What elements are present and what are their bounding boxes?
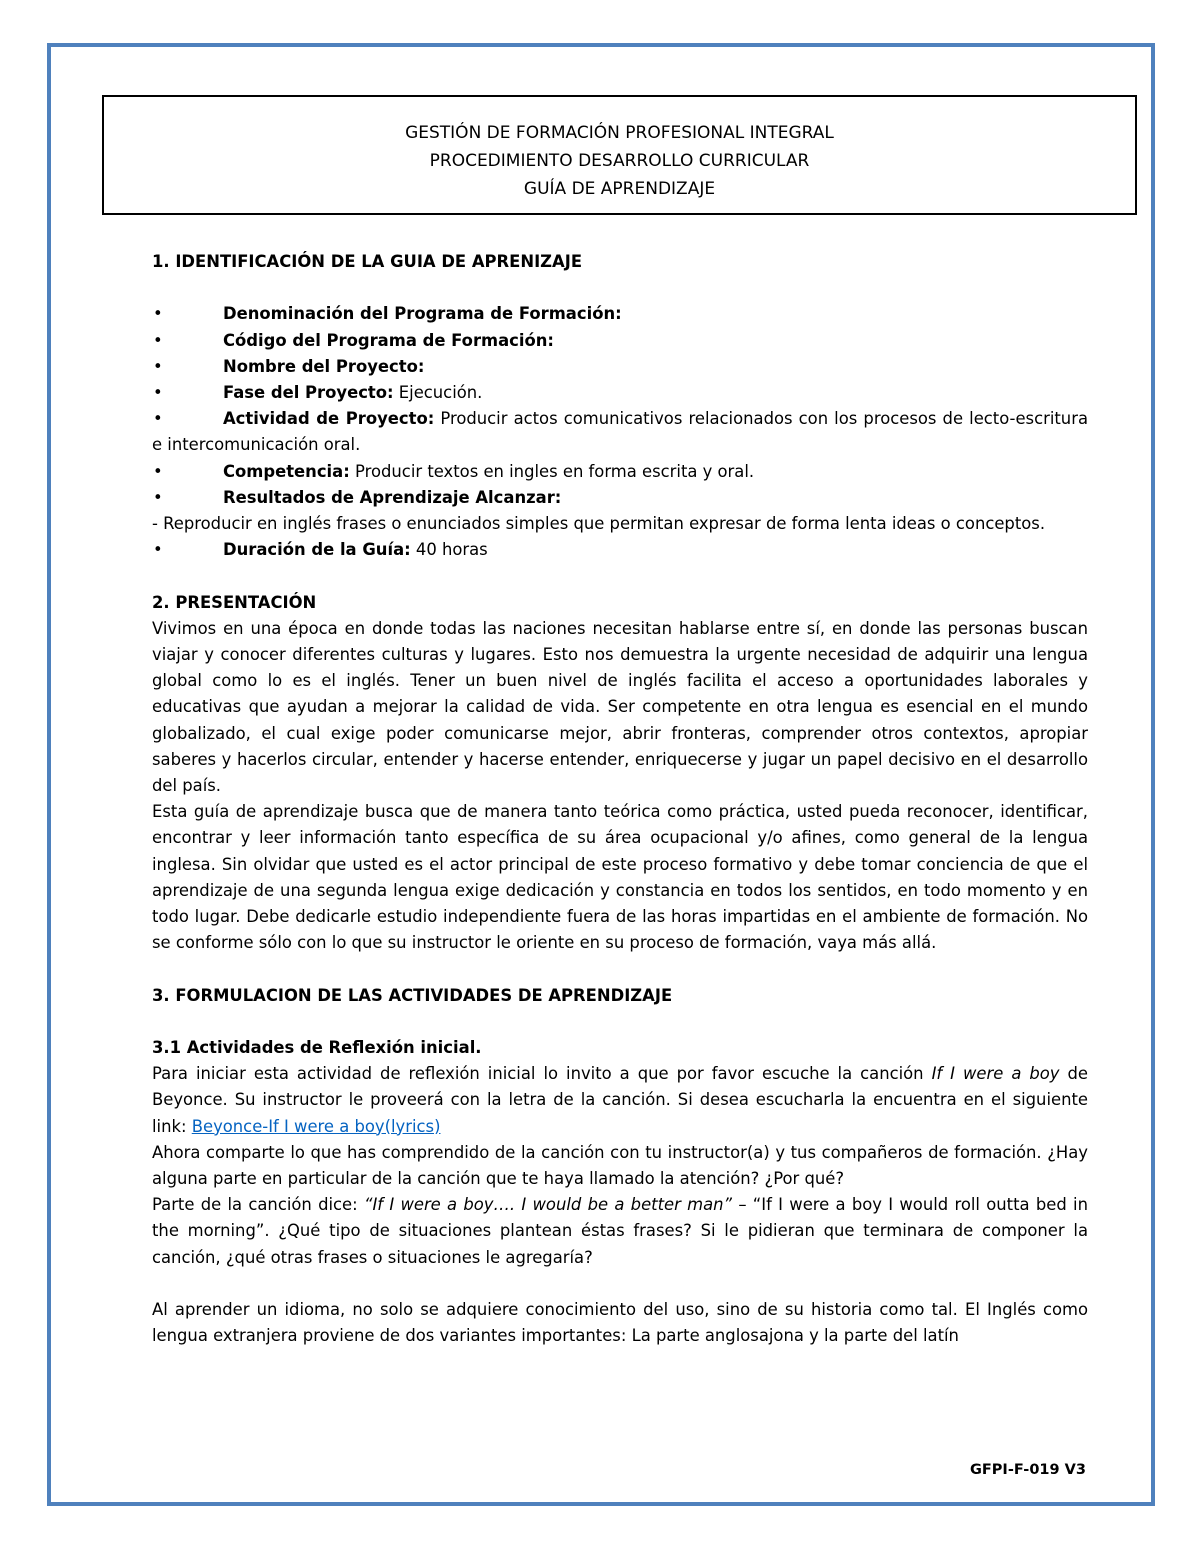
learning-result: - Reproducir en inglés frases o enunciados simples que permitan expresar de forma lenta ideas o conceptos.	[152, 514, 1046, 534]
document-header	[102, 95, 1137, 215]
item-value: Producir actos comunicativos relacionados con los procesos de lecto-escritura e intercomunicación oral.	[152, 409, 1088, 455]
item-label: Nombre del Proyecto:	[223, 356, 425, 376]
bullet-icon: •	[153, 330, 163, 350]
list-item	[152, 301, 1088, 327]
text-span: Para iniciar esta actividad de reflexión inicial lo invito a que por favor escuche la canción	[152, 1064, 932, 1084]
list-item	[152, 459, 1088, 485]
document-body	[152, 249, 1088, 1349]
item-value: 40 horas	[410, 540, 488, 560]
list-item	[152, 380, 1088, 406]
item-label: Competencia:	[223, 461, 350, 481]
bullet-icon: •	[153, 487, 163, 507]
text-span: Parte de la canción dice:	[152, 1195, 364, 1215]
item-value: Ejecución.	[393, 383, 483, 402]
bullet-icon: •	[153, 540, 163, 560]
activity-paragraph-3	[152, 1192, 1088, 1271]
item-value: Producir textos en ingles en forma escrita y oral.	[349, 461, 755, 481]
activity-paragraph-2: Ahora comparte lo que has comprendido de la canción con tu instructor(a) y tus compañeros de formación. ¿Hay alguna parte en particular de la canción que te haya llamado la atención? ¿Por qué?	[152, 1142, 1088, 1189]
item-label: Código del Programa de Formación:	[223, 330, 554, 350]
section1-title: 1. IDENTIFICACIÓN DE LA GUIA DE APRENIZAJE	[152, 252, 583, 271]
activity-paragraph-4: Al aprender un idioma, no solo se adquiere conocimiento del uso, sino de su historia como tal. El Inglés como lengua extranjera proviene de dos variantes importantes: La parte anglosajona y la parte del latín	[152, 1300, 1088, 1346]
list-item	[152, 537, 1088, 563]
bullet-icon: •	[153, 409, 163, 429]
bullet-icon: •	[153, 461, 163, 481]
item-label: Fase del Proyecto:	[223, 383, 394, 402]
item-label: Denominación del Programa de Formación:	[223, 304, 622, 324]
header-line-1: GESTIÓN DE FORMACIÓN PROFESIONAL INTEGRAL	[405, 123, 834, 143]
list-item	[152, 354, 1088, 380]
song-title: If I were a boy	[931, 1064, 1060, 1084]
item-label: Actividad de Proyecto:	[223, 409, 435, 429]
section3-title: 3. FORMULACION DE LAS ACTIVIDADES DE APRENDIZAJE	[152, 985, 673, 1005]
presentation-paragraph-2: Esta guía de aprendizaje busca que de manera tanto teórica como práctica, usted pueda reconocer, identificar, encontrar y leer información tanto específica de su área ocupacional y/o afines, como general de la lengua inglesa. Sin olvidar que usted es el actor principal de este proceso formativo y debe tomar conciencia de que el aprendizaje de una segunda lengua exige dedicación y constancia en todos los sentidos, en todo momento y en todo lugar. Debe dedicarle estudio independiente fuera de las horas impartidas en el ambiente de formación. No se conforme sólo con lo que su instructor le oriente en su proceso de formación, vaya más allá.	[152, 802, 1088, 953]
song-link[interactable]: Beyonce-If I were a boy(lyrics)	[191, 1116, 441, 1136]
list-item	[152, 406, 1088, 458]
section2-title: 2. PRESENTACIÓN	[152, 592, 317, 612]
bullet-icon: •	[153, 356, 163, 376]
bullet-icon: •	[153, 304, 163, 324]
list-item	[152, 485, 1088, 511]
song-quote: “If I were a boy…. I would be a better man”	[363, 1195, 733, 1215]
text-span: de Beyonce. Su instructor le proveerá con la letra de la canción. Si desea escucharla la encuentra en el siguiente link:	[152, 1064, 1089, 1136]
header-line-2: PROCEDIMIENTO DESARROLLO CURRICULAR	[429, 151, 810, 171]
list-item	[152, 328, 1088, 354]
activity-paragraph-1	[152, 1061, 1088, 1140]
item-label: Duración de la Guía:	[223, 540, 411, 560]
section3-subtitle: 3.1 Actividades de Reflexión inicial.	[152, 1038, 482, 1058]
text-span: – “If I were a boy I would roll outta bed in the morning”. ¿Qué tipo de situaciones plantean éstas frases? Si le pidieran que terminara de componer la canción, ¿qué otras frases o situaciones le agregaría?	[152, 1195, 1088, 1267]
form-code: GFPI-F-019 V3	[970, 1462, 1086, 1478]
header-line-3: GUÍA DE APRENDIZAJE	[523, 179, 716, 199]
item-label: Resultados de Aprendizaje Alcanzar:	[223, 487, 562, 507]
bullet-icon: •	[153, 383, 163, 402]
presentation-paragraph-1: Vivimos en una época en donde todas las naciones necesitan hablarse entre sí, en donde las personas buscan viajar y conocer diferentes culturas y lugares. Esto nos demuestra la urgente necesidad de adquirir una lengua global como lo es el inglés. Tener un buen nivel de inglés facilita el acceso a oportunidades laborales y educativas que ayudan a mejorar la calidad de vida. Ser competente en otra lengua es esencial en el mundo globalizado, el cual exige poder comunicarse mejor, abrir fronteras, comprender otros contextos, apropiar saberes y hacerlos circular, entender y hacerse entender, enriquecerse y jugar un papel decisivo en el desarrollo del país.	[152, 618, 1088, 796]
